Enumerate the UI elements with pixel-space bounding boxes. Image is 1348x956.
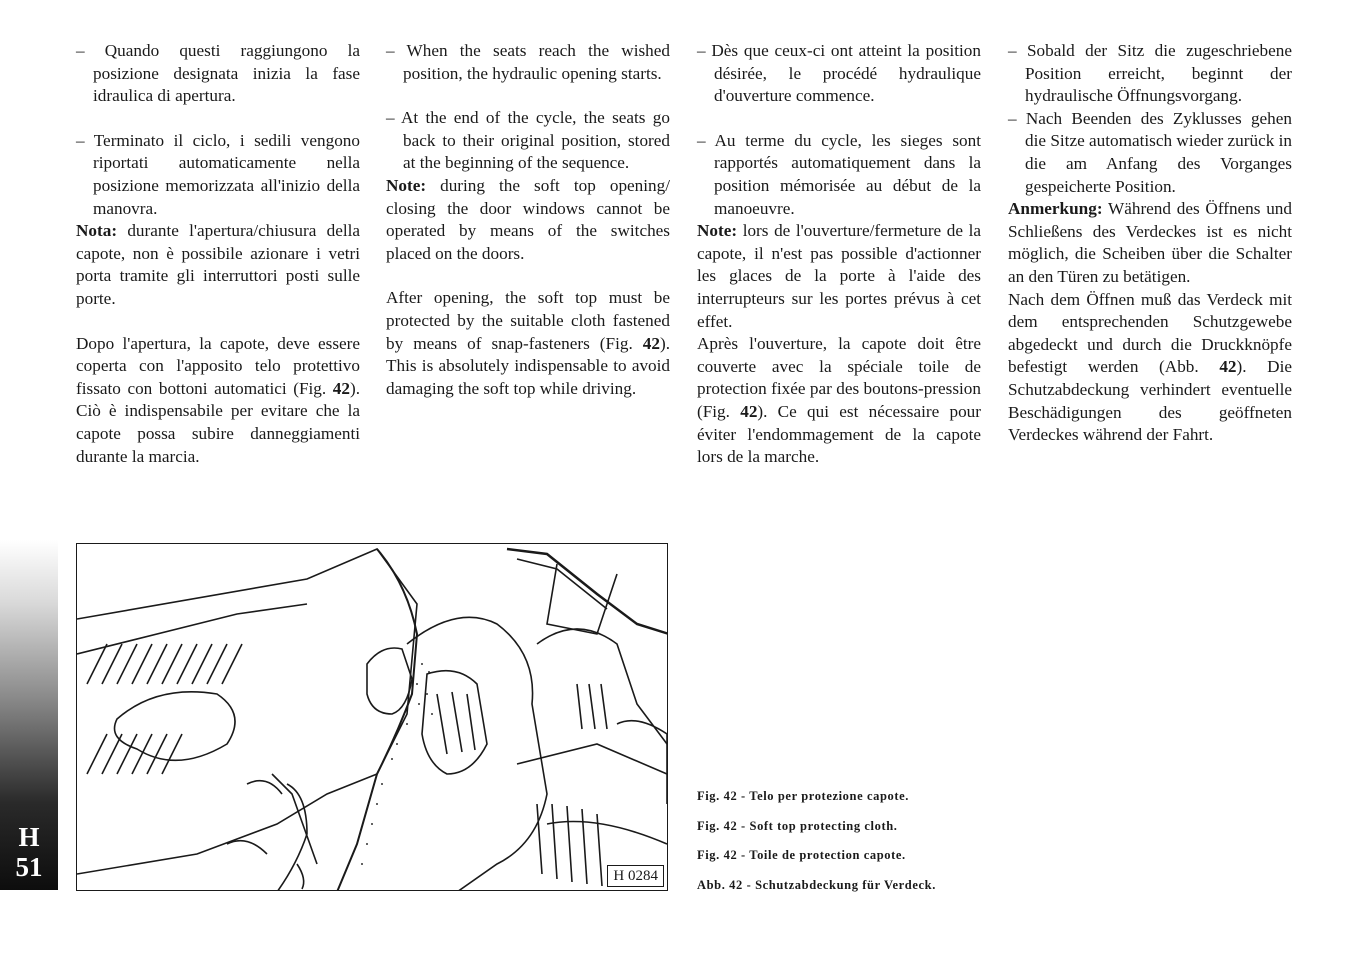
- english-fig-ref: 42: [642, 333, 660, 353]
- german-item-1: – Sobald der Sitz die zugeschriebene Position erreicht, beginnt der hydraulische Öffnungsvorgang.: [1008, 41, 1292, 106]
- english-item-1: – When the seats reach the wished position, the hydraulic opening starts.: [386, 41, 670, 83]
- french-note-label: Note:: [697, 221, 738, 241]
- english-item-2: – At the end of the cycle, the seats go back to their original position, stored at the beginning of the sequence.: [386, 108, 670, 173]
- italian-paragraph: [76, 333, 360, 469]
- italian-fig-ref: 42: [332, 378, 350, 398]
- section-letter: H: [18, 822, 40, 852]
- caption-english: Fig. 42 - Soft top protecting cloth.: [697, 818, 898, 833]
- italian-item-2: – Terminato il ciclo, i sedili vengono riportati automaticamente nella posizione memorizzata all'inizio della manovra.: [76, 130, 360, 218]
- column-french: [697, 40, 981, 469]
- french-item-2: – Au terme du cycle, les sieges sont rapportés automatiquement dans la position mémorisée au début de la manoeuvre.: [697, 130, 981, 218]
- english-note-text: during the soft top opening/ closing the door windows cannot be operated by means of the switches placed on the doors.: [386, 175, 670, 263]
- french-note-text: lors de l'ouverture/fermeture de la capote, il n'est pas possible d'actionner les glaces de la porte à l'aide des interrupteurs sur les portes prévus à cet effet.: [697, 221, 981, 331]
- german-paragraph-b: ). Die Schutzabdeckung verhindert eventuelle Beschädigungen des geöffneten Verdeckes während der Fahrt.: [1008, 357, 1292, 445]
- page-number: 51: [15, 852, 43, 882]
- german-fig-ref: 42: [1219, 357, 1237, 377]
- italian-paragraph-b: ). Ciò è indispensabile per evitare che la capote possa subire danneggiamenti durante la marcia.: [76, 378, 360, 466]
- figure-code: H 0284: [607, 865, 664, 887]
- german-paragraph-a: Nach dem Öffnen muß das Verdeck mit dem entsprechenden Schutzgewebe abgedeckt und durch die Druckknöpfe befestigt werden (Abb.: [1008, 289, 1292, 377]
- figure-42: [76, 543, 668, 891]
- caption-italian: Fig. 42 - Telo per protezione capote.: [697, 789, 909, 803]
- german-item-2: – Nach Beenden des Zyklusses gehen die Sitze automatisch wieder zurück in die am Anfang des Vorganges gespeicherte Position.: [1008, 108, 1292, 196]
- caption-french: Fig. 42 - Toile de protection capote.: [697, 848, 906, 862]
- english-paragraph: [386, 287, 670, 400]
- column-german: [1008, 40, 1292, 447]
- french-paragraph: [697, 333, 981, 469]
- italian-note: [76, 220, 360, 310]
- english-note-label: Note:: [386, 175, 427, 195]
- german-note: [1008, 198, 1292, 288]
- german-note-text: Während des Öffnens und Schließens des Verdeckes ist es nicht möglich, die Scheiben über die Schalter an den Türen zu betätigen.: [1008, 199, 1292, 286]
- column-english: [386, 40, 670, 400]
- caption-german: Abb. 42 - Schutzabdeckung für Verdeck.: [697, 877, 936, 892]
- english-paragraph-b: ). This is absolutely indispensable to avoid damaging the soft top while driving.: [386, 333, 670, 398]
- soft-top-cover-illustration: [77, 544, 668, 891]
- french-paragraph-b: ). Ce qui est nécessaire pour éviter l'endommagement de la capote lors de la marche.: [697, 401, 981, 467]
- french-note: [697, 220, 981, 333]
- french-fig-ref: 42: [740, 401, 758, 421]
- german-note-label: Anmerkung:: [1008, 199, 1103, 219]
- italian-note-text: durante l'apertura/chiusura della capote, non è possibile azionare i vetri porta tramite gli interruttori posti sulle porte.: [76, 221, 360, 308]
- figure-captions: [697, 789, 1017, 907]
- french-item-1: – Dès que ceux-ci ont atteint la position désirée, le procédé hydraulique d'ouverture commence.: [697, 41, 981, 106]
- german-paragraph: [1008, 289, 1292, 447]
- italian-note-label: Nota:: [76, 221, 118, 241]
- column-italian: [76, 40, 360, 468]
- french-paragraph-a: Après l'ouverture, la capote doit être couverte avec la spéciale toile de protection fixée par des boutons-pression (Fig.: [697, 334, 981, 421]
- english-paragraph-a: After opening, the soft top must be protected by the suitable cloth fastened by means of snap-fasteners (Fig.: [386, 288, 670, 353]
- italian-item-1: – Quando questi raggiungono la posizione designata inizia la fase idraulica di apertura.: [76, 41, 360, 106]
- italian-paragraph-a: Dopo l'apertura, la capote, deve essere coperta con l'apposito telo protettivo fissato con bottoni automatici (Fig.: [76, 333, 360, 398]
- english-note: [386, 175, 670, 265]
- page-tab: [0, 540, 58, 890]
